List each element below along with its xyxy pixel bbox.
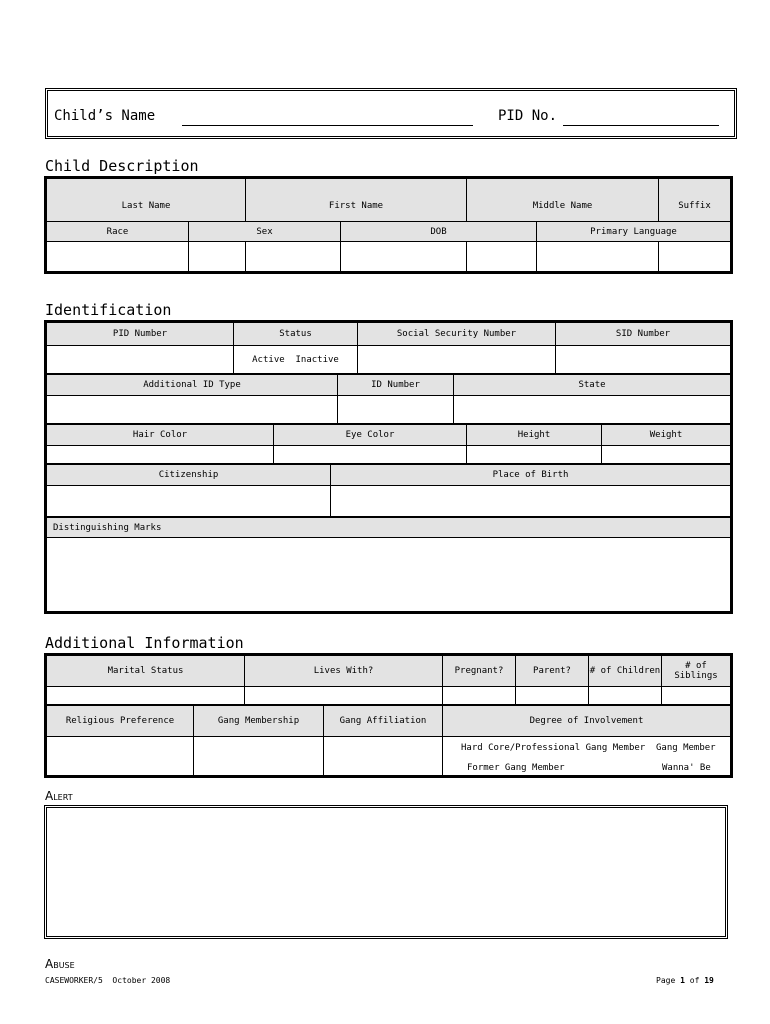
distinguishing-marks-field[interactable] <box>47 538 731 612</box>
weight-field[interactable] <box>602 446 731 464</box>
last-name-header: Last Name <box>47 179 246 233</box>
sex-header: Sex <box>189 222 341 242</box>
eye-color-header: Eye Color <box>274 425 467 446</box>
additional-information-title: Additional Information <box>45 634 244 652</box>
first-name-header: First Name <box>246 179 467 233</box>
race-field[interactable] <box>47 242 189 272</box>
additional-id-type-field[interactable] <box>47 396 338 424</box>
race-header: Race <box>47 222 189 242</box>
height-field[interactable] <box>467 446 602 464</box>
pid-number-field[interactable] <box>47 346 234 374</box>
dob-header: DOB <box>341 222 537 242</box>
sex-field[interactable] <box>189 242 341 272</box>
identification-title: Identification <box>45 301 172 319</box>
childs-name-label: Child’s Name <box>54 108 156 124</box>
id-number-header: ID Number <box>338 375 454 396</box>
pregnant-field[interactable] <box>443 687 516 705</box>
state-field[interactable] <box>454 396 731 424</box>
num-children-header: # of Children <box>589 656 662 687</box>
id-number-field[interactable] <box>338 396 454 424</box>
hair-color-field[interactable] <box>47 446 274 464</box>
place-of-birth-header: Place of Birth <box>331 465 731 486</box>
primary-language-field[interactable] <box>537 242 731 272</box>
abuse-title: Abuse <box>45 957 75 971</box>
pid-number-header: PID Number <box>47 323 234 346</box>
option-hard-core[interactable]: Hard Core/Professional Gang Member <box>461 743 646 753</box>
page-of: of <box>689 976 700 985</box>
degree-of-involvement-header: Degree of Involvement <box>443 706 731 737</box>
hair-color-header: Hair Color <box>47 425 274 446</box>
name-header-box <box>45 88 737 139</box>
parent-header: Parent? <box>516 656 589 687</box>
status-options[interactable]: Active Inactive <box>234 346 358 374</box>
pid-field[interactable] <box>563 125 719 126</box>
footer-page <box>656 976 714 985</box>
weight-header: Weight <box>602 425 731 446</box>
page-total: 19 <box>704 976 714 985</box>
gang-membership-header: Gang Membership <box>194 706 324 737</box>
alert-title: Alert <box>45 789 73 803</box>
dob-field[interactable] <box>341 242 537 272</box>
num-siblings-header: # of Siblings <box>662 656 731 687</box>
state-header: State <box>454 375 731 396</box>
page-number: 1 <box>680 976 685 985</box>
marital-status-field[interactable] <box>47 687 245 705</box>
child-description-title: Child Description <box>45 157 199 175</box>
degree-of-involvement-options <box>443 737 731 776</box>
ssn-field[interactable] <box>358 346 556 374</box>
sid-number-header: SID Number <box>556 323 731 346</box>
option-former-gang-member[interactable]: Former Gang Member <box>467 763 565 773</box>
parent-field[interactable] <box>516 687 589 705</box>
alert-box[interactable] <box>44 805 728 939</box>
identification-table <box>44 320 733 614</box>
lives-with-header: Lives With? <box>245 656 443 687</box>
primary-language-header: Primary Language <box>537 222 731 242</box>
gang-affiliation-field[interactable] <box>324 737 443 776</box>
religious-preference-field[interactable] <box>47 737 194 776</box>
gang-membership-field[interactable] <box>194 737 324 776</box>
height-header: Height <box>467 425 602 446</box>
distinguishing-marks-header: Distinguishing Marks <box>47 518 731 538</box>
status-header: Status <box>234 323 358 346</box>
religious-preference-header: Religious Preference <box>47 706 194 737</box>
footer-left: CASEWORKER/5 October 2008 <box>45 976 171 985</box>
additional-information-table <box>44 653 733 778</box>
lives-with-field[interactable] <box>245 687 443 705</box>
childs-name-field[interactable] <box>182 125 473 126</box>
child-description-table <box>44 176 733 274</box>
page-prefix: Page <box>656 976 676 985</box>
citizenship-header: Citizenship <box>47 465 331 486</box>
gang-affiliation-header: Gang Affiliation <box>324 706 443 737</box>
pid-label: PID No. <box>498 108 558 124</box>
marital-status-header: Marital Status <box>47 656 245 687</box>
place-of-birth-field[interactable] <box>331 486 731 517</box>
num-siblings-field[interactable] <box>662 687 731 705</box>
middle-name-header: Middle Name <box>467 179 659 233</box>
option-wanna-be[interactable]: Wanna' Be <box>662 763 711 773</box>
additional-id-type-header: Additional ID Type <box>47 375 338 396</box>
sid-number-field[interactable] <box>556 346 731 374</box>
ssn-header: Social Security Number <box>358 323 556 346</box>
option-gang-member[interactable]: Gang Member <box>656 743 716 753</box>
citizenship-field[interactable] <box>47 486 331 517</box>
eye-color-field[interactable] <box>274 446 467 464</box>
pregnant-header: Pregnant? <box>443 656 516 687</box>
suffix-header: Suffix <box>659 179 731 233</box>
num-children-field[interactable] <box>589 687 662 705</box>
